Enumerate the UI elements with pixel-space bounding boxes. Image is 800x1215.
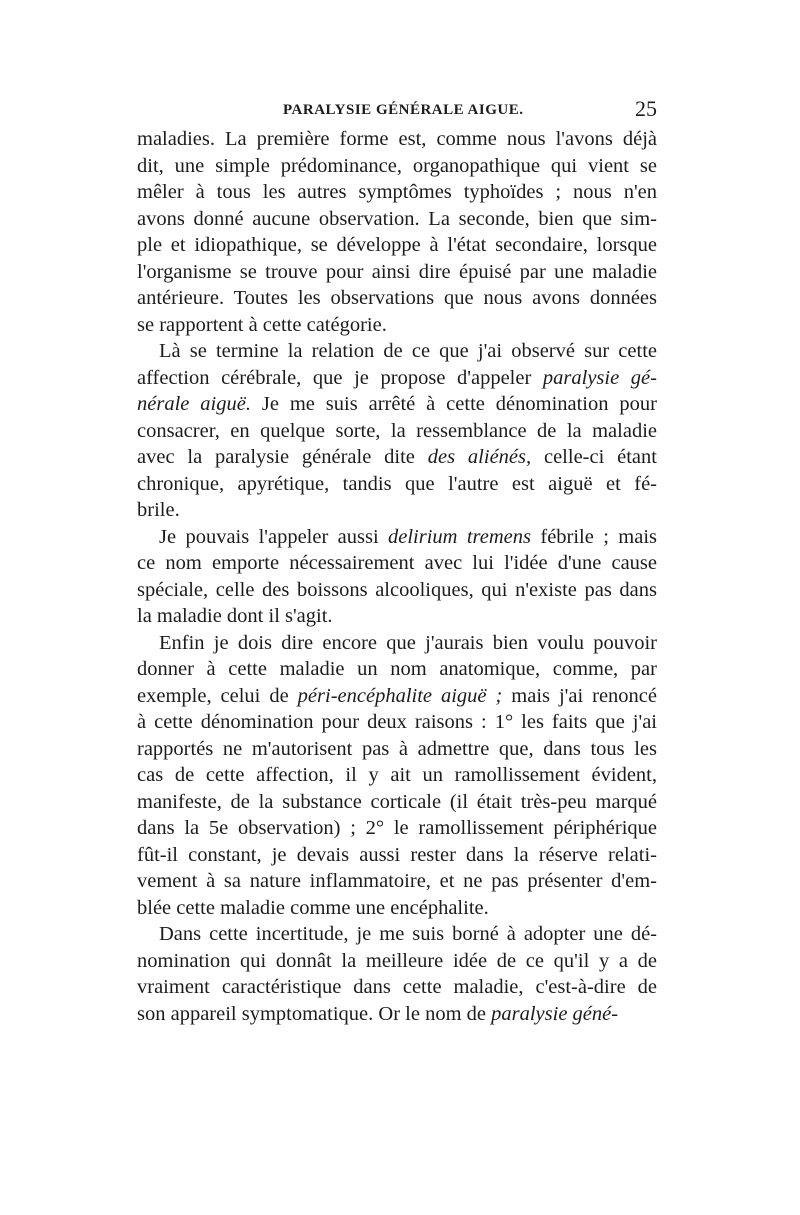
text-line: spéciale, celle des boissons alcooliques, qui n'existe pas dans — [137, 578, 657, 601]
text-line: Là se termine la relation de ce que j'ai observé sur cette — [159, 340, 657, 362]
text-line: l'organisme se trouve pour ainsi dire épuisé par une maladie — [137, 260, 657, 283]
text-line: manifeste, de la substance corticale (il était très-peu marqué — [137, 790, 657, 813]
text-run: affection cérébrale, que je propose d'appeler — [137, 366, 543, 389]
text-line: blée cette maladie comme une encéphalite. — [137, 896, 489, 919]
paragraph — [137, 126, 657, 338]
text-line — [137, 391, 657, 418]
text-line: la maladie dont il s'agit. — [137, 605, 333, 627]
paragraph — [137, 630, 657, 922]
text-line: à cette dénomination pour deux raisons : 1° les faits que j'ai — [137, 711, 657, 733]
text-run: fébrile ; mais — [531, 525, 657, 548]
italic-text-run: paralysie gé- — [542, 366, 657, 389]
text-run: celle-ci étant — [531, 446, 657, 468]
text-run: exemple, celui de — [137, 684, 298, 707]
paragraph — [137, 524, 657, 630]
italic-text-run: nérale aiguë. — [137, 393, 251, 415]
text-line: ce nom emporte nécessairement avec lui l'idée d'une cause — [137, 552, 657, 574]
text-line — [137, 524, 657, 551]
italic-text-run: des aliénés, — [427, 446, 532, 468]
book-page — [137, 96, 657, 1027]
text-run: avec la paralysie générale dite — [137, 446, 428, 468]
page-number: 25 — [635, 96, 657, 121]
italic-text-run: paralysie géné- — [491, 1002, 619, 1025]
text-line: donner à cette maladie un nom anatomique, comme, par — [137, 658, 657, 680]
text-line: fût-il constant, je devais aussi rester dans la réserve relati- — [137, 843, 657, 866]
text-run: son appareil symptomatique. Or le nom de — [137, 1002, 492, 1025]
text-line — [137, 444, 657, 471]
text-line — [137, 683, 657, 710]
text-line — [137, 1001, 657, 1028]
text-line: brile. — [137, 499, 180, 521]
italic-text-run: péri-encéphalite aiguë ; — [297, 684, 503, 707]
text-line: vraiment caractéristique dans cette maladie, c'est-à-dire de — [137, 976, 657, 998]
text-line: antérieure. Toutes les observations que nous avons données — [137, 287, 657, 309]
text-line: rapportés ne m'autorisent pas à admettre que, dans tous les — [137, 737, 657, 760]
text-line: se rapportent à cette catégorie. — [137, 313, 387, 336]
text-line: dit, une simple prédominance, organopathique qui vient se — [137, 154, 657, 177]
running-title: PARALYSIE GÉNÉRALE AIGUE. — [283, 102, 524, 118]
text-line: maladies. La première forme est, comme nous l'avons déjà — [137, 128, 657, 150]
text-line: avons donné aucune observation. La seconde, bien que sim- — [137, 207, 657, 230]
paragraph — [137, 338, 657, 524]
text-line: Dans cette incertitude, je me suis borné à adopter une dé- — [159, 923, 657, 945]
text-run: mais j'ai renoncé — [502, 684, 657, 707]
text-run: Je me suis arrêté à cette dénomination pour — [250, 393, 657, 415]
text-run: Je pouvais l'appeler aussi — [159, 525, 389, 548]
text-line: Enfin je dois dire encore que j'aurais bien voulu pouvoir — [159, 631, 657, 654]
paragraph — [137, 921, 657, 1027]
text-line: ple et idiopathique, se développe à l'état secondaire, lorsque — [137, 234, 657, 256]
text-body — [137, 126, 657, 1027]
text-line: chronique, apyrétique, tandis que l'autre est aiguë et fé- — [137, 472, 657, 495]
text-line: dans la 5e observation) ; 2° le ramollissement périphérique — [137, 817, 657, 839]
running-head — [137, 96, 657, 126]
text-line — [137, 365, 657, 392]
text-line: consacrer, en quelque sorte, la ressemblance de la maladie — [137, 419, 657, 442]
text-line: nomination qui donnât la meilleure idée de ce qu'il y a de — [137, 949, 657, 972]
italic-text-run: delirium tremens — [388, 525, 531, 548]
text-line: vement à sa nature inflammatoire, et ne pas présenter d'em- — [137, 870, 657, 892]
text-line: cas de cette affection, il y ait un ramollissement évident, — [137, 764, 657, 786]
text-line: mêler à tous les autres symptômes typhoïdes ; nous n'en — [137, 181, 657, 203]
